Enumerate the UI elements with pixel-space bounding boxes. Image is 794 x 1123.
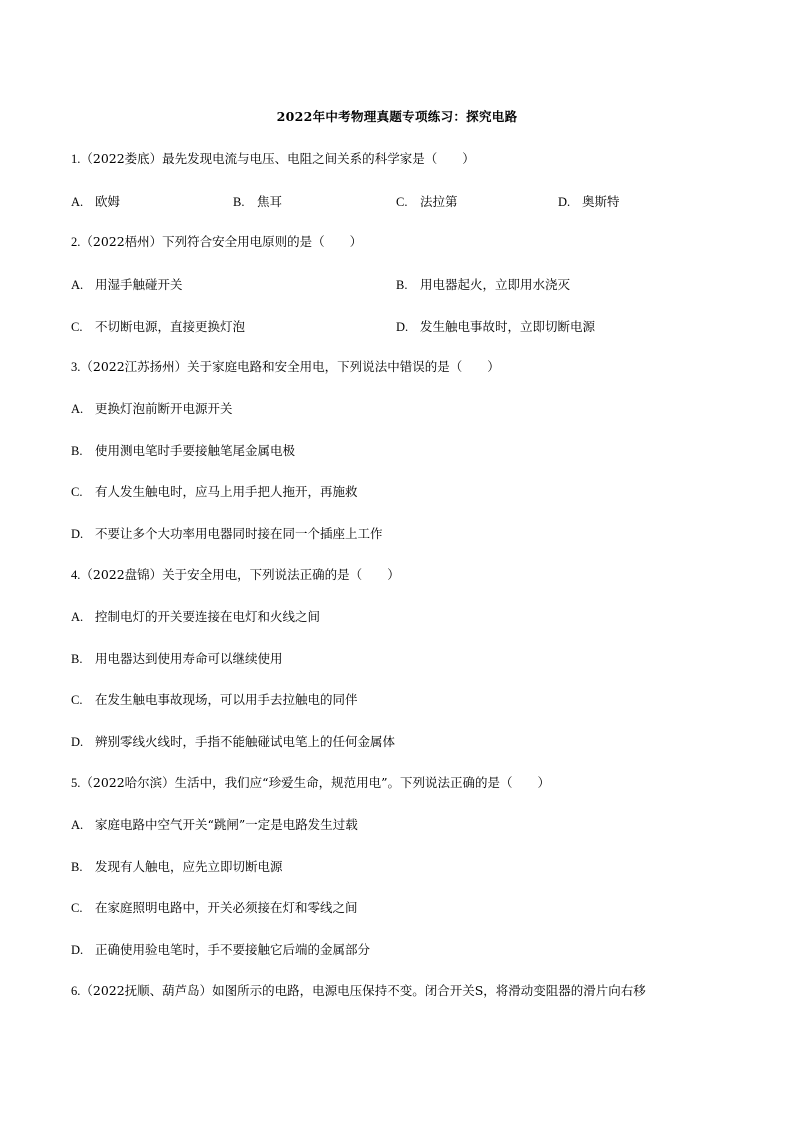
page-title: 2022年中考物理真题专项练习：探究电路 xyxy=(276,109,518,124)
question-text: （2022江苏扬州）关于家庭电路和安全用电，下列说法中错误的是（ ） xyxy=(80,359,500,374)
option-b: B. 使用测电笔时手要接触笔尾金属电极 xyxy=(71,443,296,458)
question-6 xyxy=(71,982,646,1000)
option-a: A. 更换灯泡前断开电源开关 xyxy=(71,401,233,416)
question-4 xyxy=(71,566,400,584)
question-number: 2. xyxy=(71,235,81,249)
option-b: B. 用电器起火，立即用水浇灭 xyxy=(396,277,571,292)
question-1 xyxy=(71,150,475,168)
question-number: 4. xyxy=(71,568,81,582)
option-c: C. 在发生触电事故现场，可以用手去拉触电的同伴 xyxy=(71,692,358,707)
question-number: 3. xyxy=(71,360,81,374)
option-b: B. 焦耳 xyxy=(233,194,283,209)
question-5 xyxy=(71,774,550,792)
option-c: C. 法拉第 xyxy=(396,194,458,209)
option-d: D. 发生触电事故时，立即切断电源 xyxy=(396,319,596,334)
option-d: D. 正确使用验电笔时，手不要接触它后端的金属部分 xyxy=(71,942,371,957)
option-a: A. 欧姆 xyxy=(71,194,121,209)
option-d: D. 辨别零线火线时，手指不能触碰试电笔上的任何金属体 xyxy=(71,734,396,749)
option-d: D. 奥斯特 xyxy=(558,194,620,209)
question-text: （2022抚顺、葫芦岛）如图所示的电路，电源电压保持不变。闭合开关S，将滑动变阻器的滑片向右移 xyxy=(80,983,646,998)
option-a: A. 控制电灯的开关要连接在电灯和火线之间 xyxy=(71,609,321,624)
question-number: 1. xyxy=(71,152,81,166)
option-b: B. 用电器达到使用寿命可以继续使用 xyxy=(71,651,283,666)
option-d: D. 不要让多个大功率用电器同时接在同一个插座上工作 xyxy=(71,526,383,541)
option-c: C. 在家庭照明电路中，开关必须接在灯和零线之间 xyxy=(71,900,358,915)
option-a: A. 用湿手触碰开关 xyxy=(71,277,183,292)
option-b: B. 发现有人触电，应先立即切断电源 xyxy=(71,859,283,874)
question-text: （2022娄底）最先发现电流与电压、电阻之间关系的科学家是（ ） xyxy=(80,151,475,166)
question-3 xyxy=(71,358,500,376)
question-2 xyxy=(71,233,362,251)
option-c: C. 有人发生触电时，应马上用手把人拖开，再施救 xyxy=(71,484,358,499)
question-text: （2022哈尔滨）生活中，我们应“珍爱生命，规范用电”。下列说法正确的是（ ） xyxy=(80,775,550,790)
question-text: （2022梧州）下列符合安全用电原则的是（ ） xyxy=(80,234,363,249)
question-number: 5. xyxy=(71,776,81,790)
option-a: A. 家庭电路中空气开关“跳闸”一定是电路发生过载 xyxy=(71,817,358,832)
question-number: 6. xyxy=(71,984,81,998)
question-text: （2022盘锦）关于安全用电，下列说法正确的是（ ） xyxy=(80,567,400,582)
option-c: C. 不切断电源，直接更换灯泡 xyxy=(71,319,246,334)
